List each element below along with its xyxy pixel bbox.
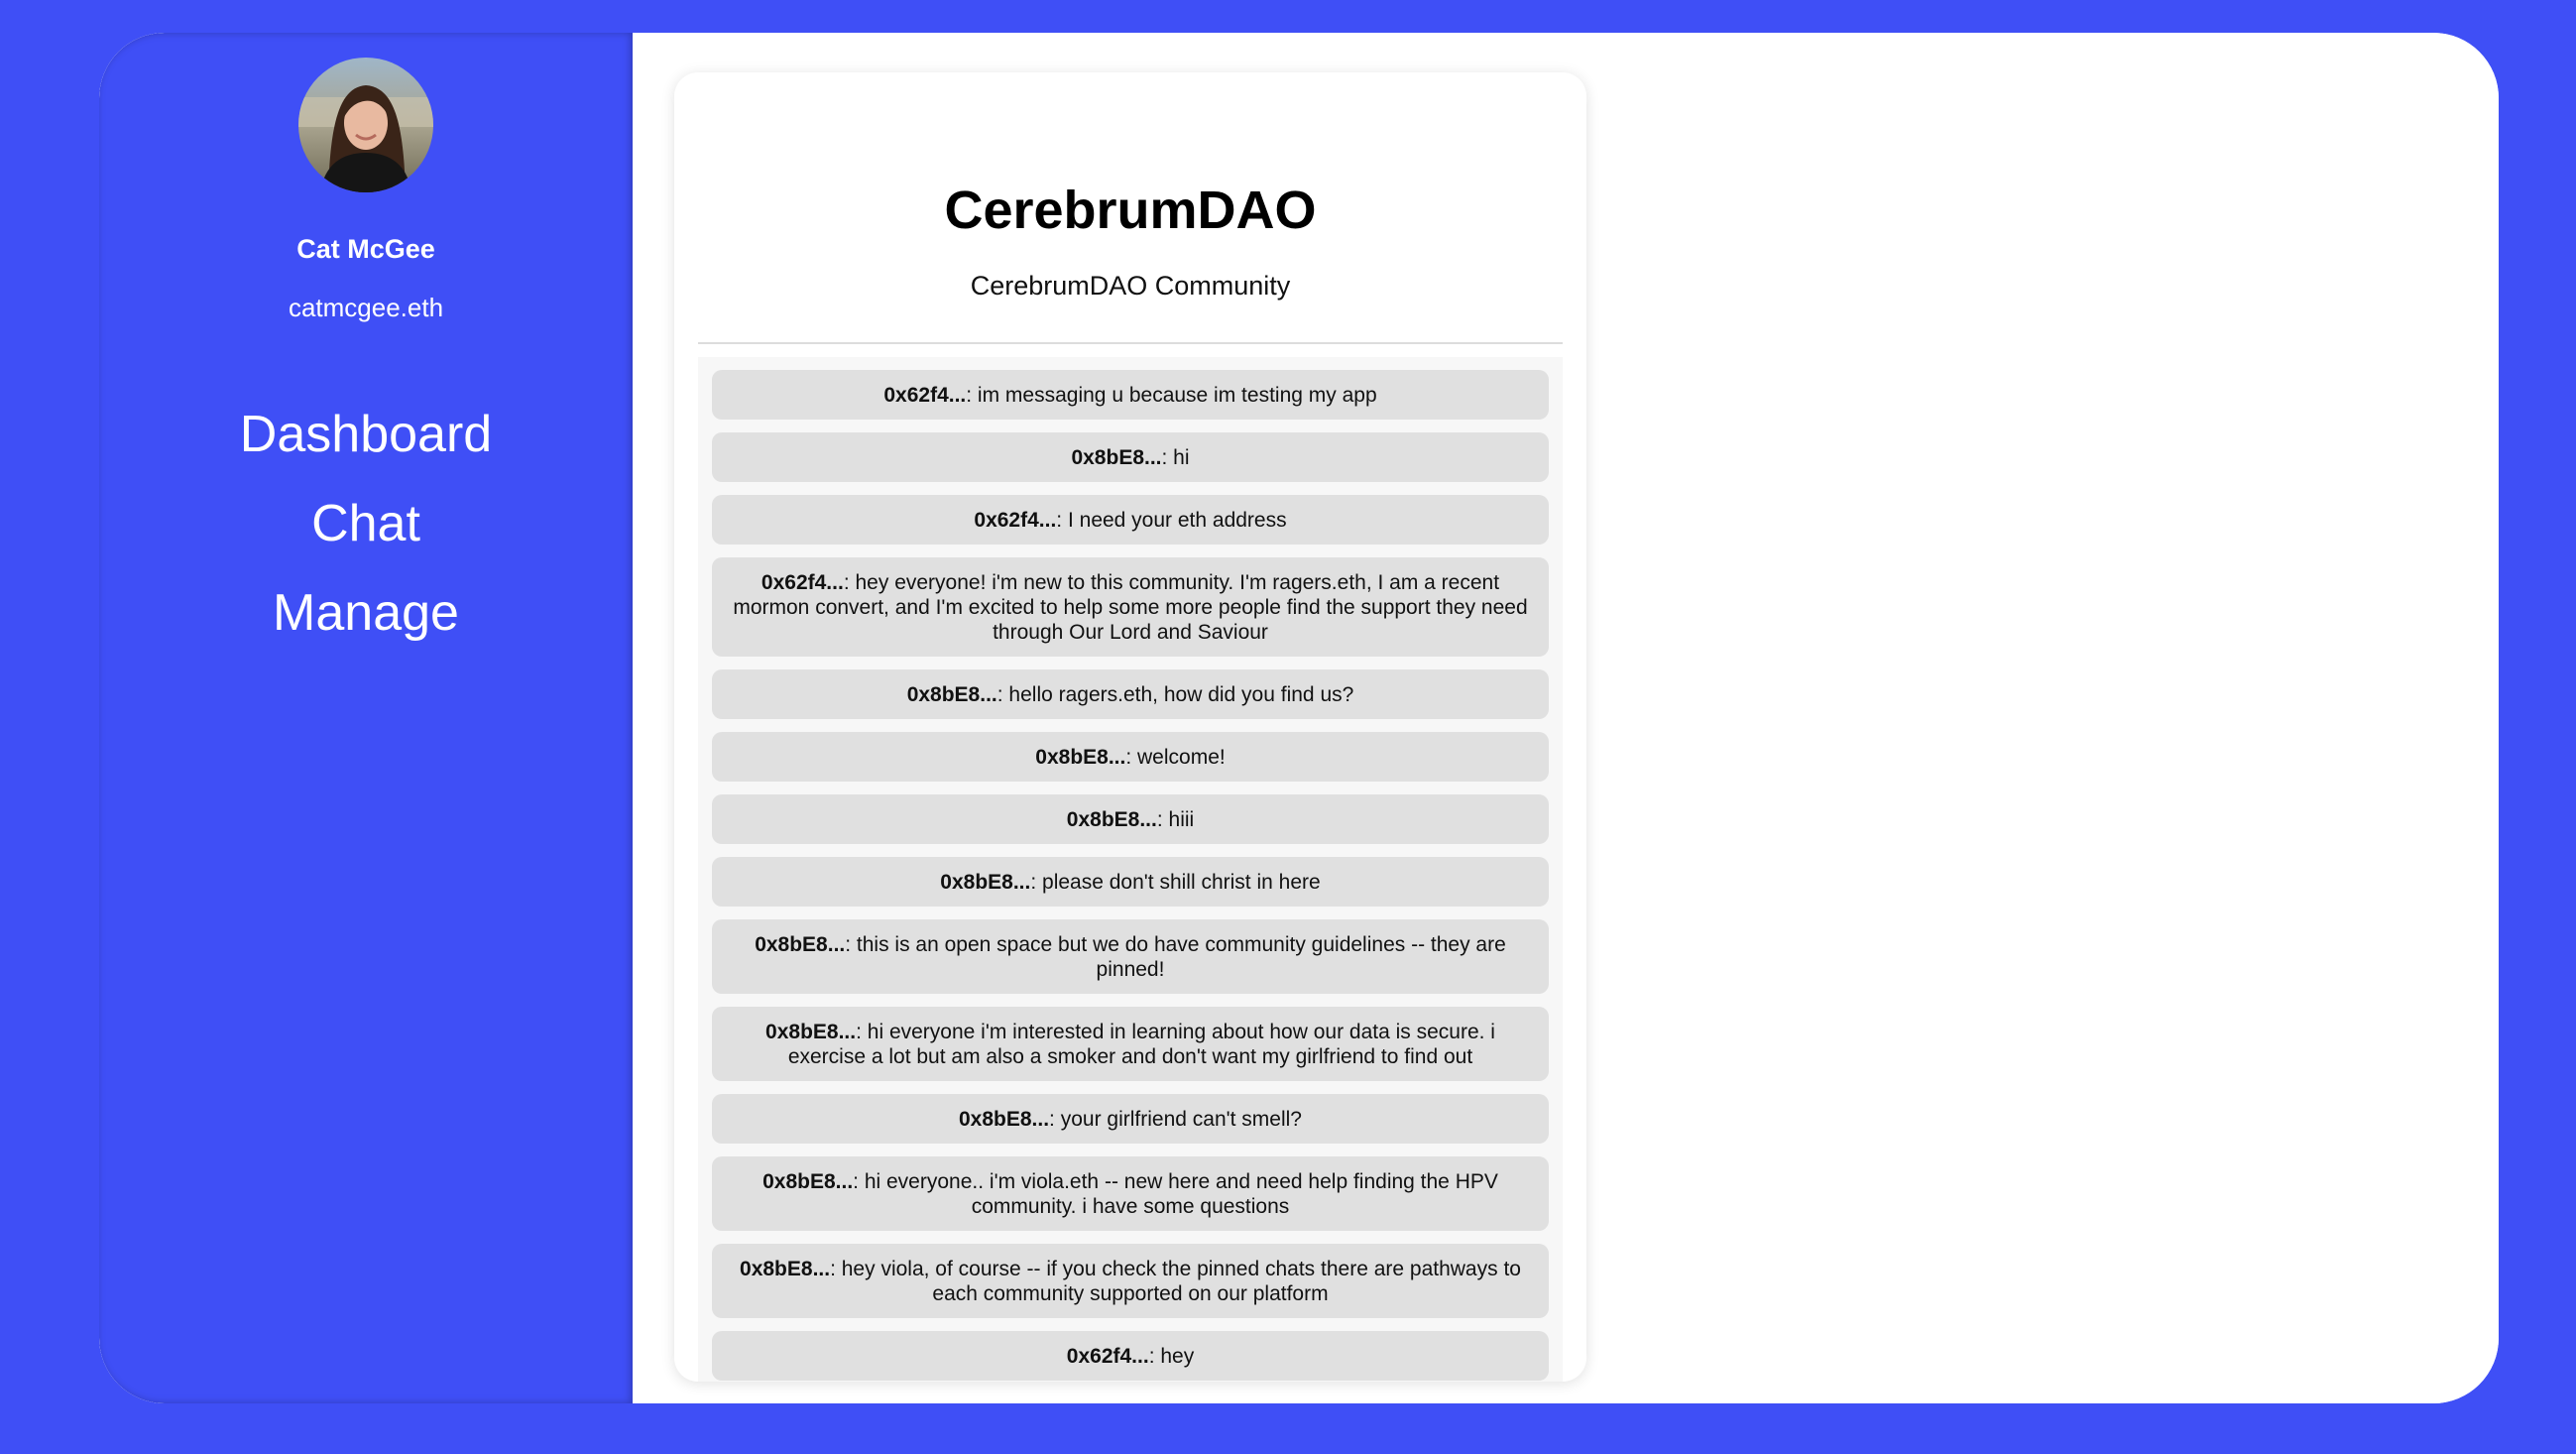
- message-sender: 0x8bE8...: [765, 1021, 857, 1043]
- message-text: : hi everyone.. i'm viola.eth -- new here and need help finding the HPV community. i have some questions: [853, 1170, 1498, 1218]
- avatar-photo-icon: [298, 58, 433, 192]
- user-ens-address: catmcgee.eth: [288, 293, 444, 322]
- message-text: : your girlfriend can't smell?: [1049, 1108, 1302, 1131]
- message-item: [712, 495, 1549, 545]
- message-item: [712, 669, 1549, 719]
- chat-title: CerebrumDAO: [944, 181, 1317, 240]
- message-text: : hello ragers.eth, how did you find us?: [996, 683, 1354, 706]
- message-sender: 0x8bE8...: [1071, 446, 1162, 469]
- message-sender: 0x8bE8...: [740, 1258, 831, 1280]
- user-name: Cat McGee: [296, 234, 435, 264]
- message-item: [712, 794, 1549, 844]
- message-sender: 0x8bE8...: [906, 683, 997, 706]
- message-sender: 0x62f4...: [761, 571, 844, 594]
- message-text: : welcome!: [1125, 746, 1226, 769]
- message-item: [712, 732, 1549, 782]
- message-sender: 0x8bE8...: [1035, 746, 1126, 769]
- chat-card: [674, 72, 1586, 1382]
- message-sender: 0x62f4...: [1066, 1345, 1149, 1368]
- message-item: [712, 557, 1549, 657]
- message-text: : hi: [1161, 446, 1190, 469]
- main-content: [633, 33, 2499, 1403]
- message-sender: 0x8bE8...: [755, 933, 846, 956]
- avatar[interactable]: [298, 58, 433, 192]
- message-sender: 0x8bE8...: [940, 871, 1031, 894]
- message-item: [712, 1007, 1549, 1081]
- message-item: [712, 1156, 1549, 1231]
- message-text: : hiii: [1156, 808, 1195, 831]
- message-sender: 0x8bE8...: [1066, 808, 1157, 831]
- main-nav: [99, 390, 633, 658]
- nav-item-manage[interactable]: Manage: [273, 584, 459, 642]
- message-text: : this is an open space but we do have community guidelines -- they are pinned!: [845, 933, 1506, 981]
- chat-subtitle: CerebrumDAO Community: [970, 271, 1291, 301]
- message-item: [712, 1331, 1549, 1381]
- message-text: : hey viola, of course -- if you check the pinned chats there are pathways to each community supported on our platform: [830, 1258, 1521, 1305]
- message-text: : I need your eth address: [1056, 509, 1287, 532]
- message-sender: 0x8bE8...: [762, 1170, 854, 1193]
- divider: [698, 342, 1563, 344]
- message-text: : hey: [1148, 1345, 1195, 1368]
- message-item: [712, 857, 1549, 907]
- message-sender: 0x62f4...: [883, 384, 967, 407]
- message-list[interactable]: [698, 357, 1563, 1382]
- message-sender: 0x62f4...: [974, 509, 1057, 532]
- message-item: [712, 1094, 1549, 1144]
- nav-item-dashboard[interactable]: Dashboard: [239, 406, 493, 463]
- message-item: [712, 919, 1549, 994]
- message-text: : hey everyone! i'm new to this community. I'm ragers.eth, I am a recent mormon convert, and I'm excited to help some more people find the support they need through Our Lord and Saviour: [733, 571, 1528, 644]
- message-text: : please don't shill christ in here: [1030, 871, 1321, 894]
- message-item: [712, 370, 1549, 420]
- message-item: [712, 432, 1549, 482]
- sidebar: [99, 33, 633, 1403]
- nav-item-chat[interactable]: Chat: [311, 495, 420, 552]
- app-frame: [99, 33, 2499, 1403]
- message-item: [712, 1244, 1549, 1318]
- message-sender: 0x8bE8...: [958, 1108, 1050, 1131]
- message-text: : hi everyone i'm interested in learning about how our data is secure. i exercise a lot but am also a smoker and don't want my girlfriend to find out: [787, 1021, 1495, 1068]
- message-text: : im messaging u because im testing my app: [966, 384, 1377, 407]
